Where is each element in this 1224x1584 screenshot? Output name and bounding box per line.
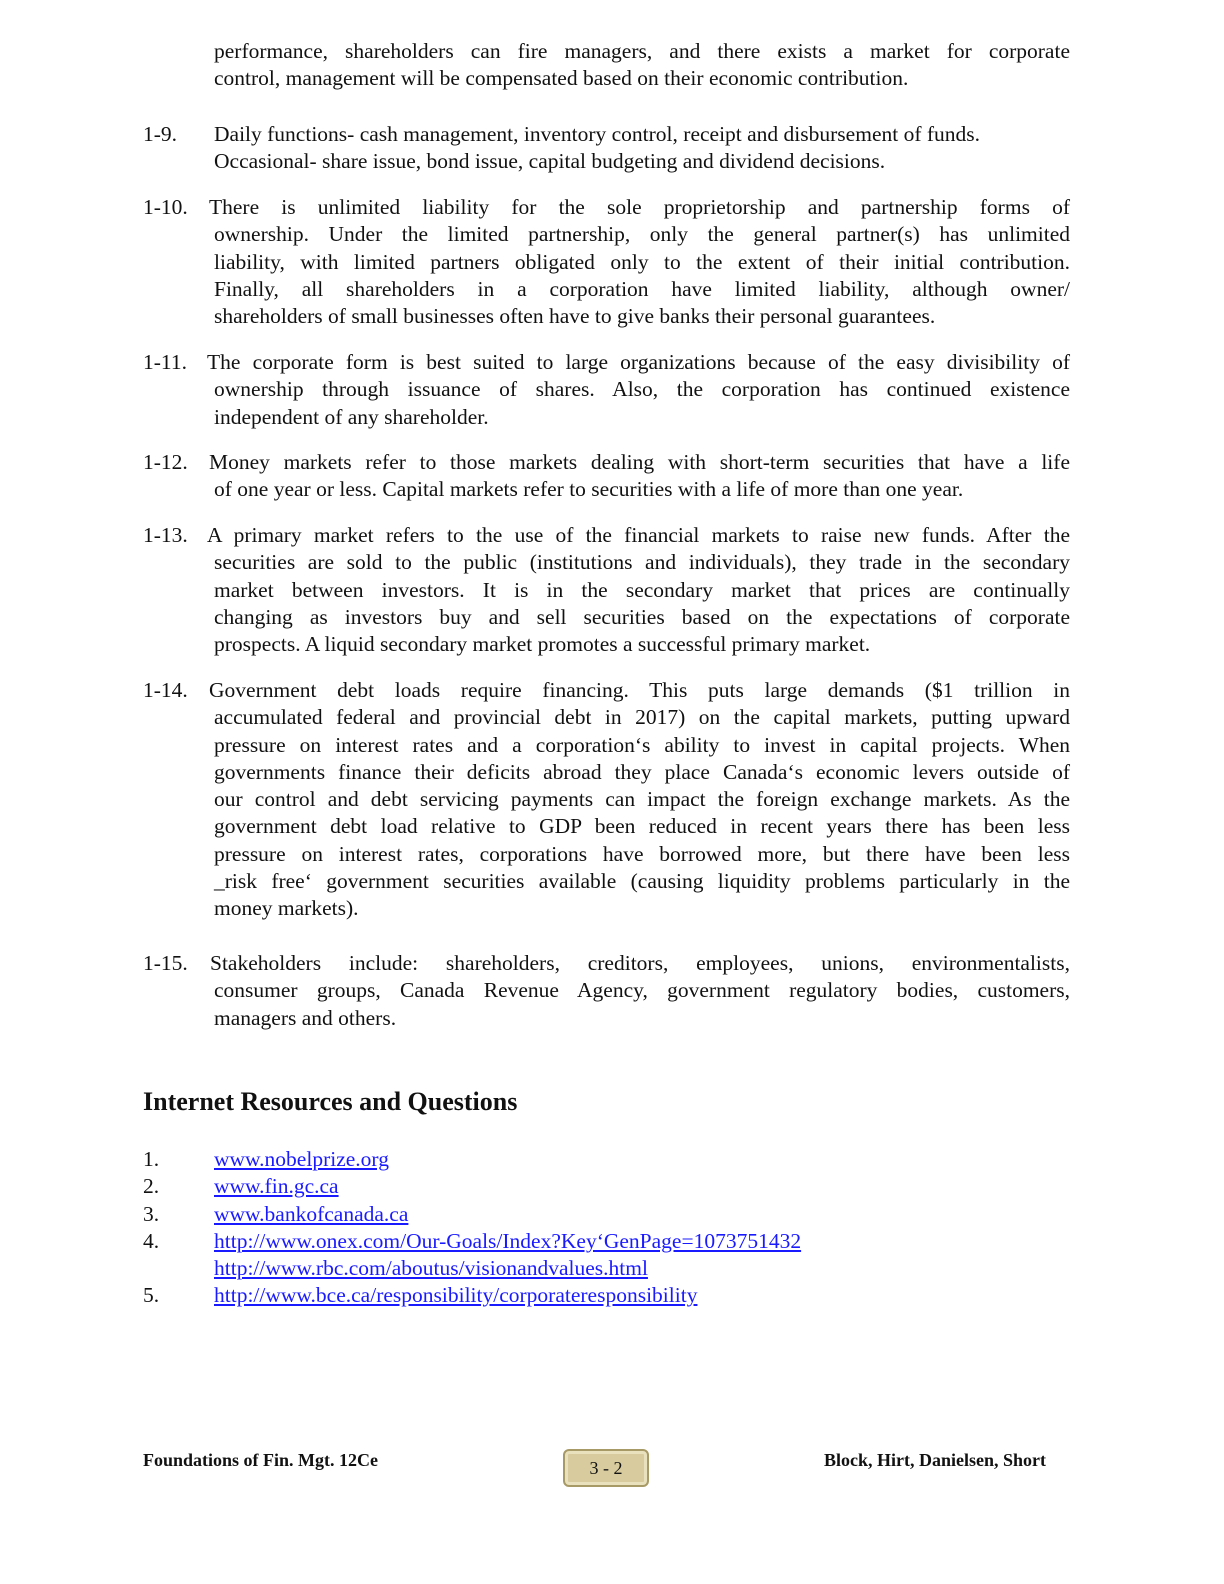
text-line: Occasional- share issue, bond issue, capital budgeting and dividend decisions. [214,149,886,174]
list-number: 5. [143,1283,160,1308]
text-line: market between investors. It is in the secondary market that prices are continually [214,577,1070,602]
answer-1-14 [143,677,1070,923]
answer-number: 1-9. [143,122,178,146]
text-line: Government debt loads require financing. This puts large demands ($1 trillion in [209,678,1070,702]
text-line: independent of any shareholder. [214,404,489,429]
footer-authors: Block, Hirt, Danielsen, Short [824,1450,1047,1470]
resource-link[interactable]: www.bankofcanada.ca [214,1201,409,1226]
text-line: Money markets refer to those markets dealing with short-term securities that have a life [209,450,1070,474]
text-line: of one year or less. Capital markets refer to securities with a life of more than one year. [214,477,964,502]
text-line: managers and others. [214,1005,397,1030]
text-line: money markets). [214,896,359,921]
text-line: _risk free‘ government securities available (causing liquidity problems particularly in the [214,869,1070,894]
answer-number: 1-13. [143,523,188,547]
list-item [143,1255,1043,1282]
answer-1-15 [143,950,1070,1032]
text-line: prospects. A liquid secondary market promotes a successful primary market. [214,632,871,657]
text-line: Stakeholders include: shareholders, creditors, employees, unions, environmentalists, [210,951,1070,975]
list-number: 2. [143,1174,160,1199]
resource-link[interactable]: www.nobelprize.org [214,1147,389,1171]
text-line: A primary market refers to the use of the financial markets to raise new funds. After the [207,523,1070,547]
text-line: shareholders of small businesses often have to give banks their personal guarantees. [214,304,936,329]
resource-link[interactable]: http://www.rbc.com/aboutus/visionandvalues.html [214,1256,648,1281]
text-line: pressure on interest rates, corporations have borrowed more, but there have been less [214,841,1070,866]
text-line: consumer groups, Canada Revenue Agency, government regulatory bodies, customers, [214,978,1070,1003]
text-line: securities are sold to the public (institutions and individuals), they trade in the secondary [214,550,1070,575]
answer-1-11 [143,349,1070,431]
text-line: ownership through issuance of shares. Also, the corporation has continued existence [214,377,1070,402]
list-item [143,1146,1043,1173]
text-line: There is unlimited liability for the sole proprietorship and partnership forms of [209,195,1070,219]
resource-list [143,1146,1043,1310]
resource-link[interactable]: www.fin.gc.ca [214,1174,339,1199]
answer-number: 1-14. [143,678,188,702]
text-line: Daily functions- cash management, inventory control, receipt and disbursement of funds. [214,122,981,146]
list-item [143,1282,1043,1309]
list-item [143,1228,1043,1255]
text-line: Finally, all shareholders in a corporation have limited liability, although owner/ [214,276,1070,301]
text-line: our control and debt servicing payments can impact the foreign exchange markets. As the [214,787,1070,812]
page-number-badge: 3 - 2 [563,1449,649,1487]
footer-book-title: Foundations of Fin. Mgt. 12Ce [143,1450,379,1470]
text-line: accumulated federal and provincial debt in 2017) on the capital markets, putting upward [214,705,1070,730]
text-line: performance, shareholders can fire managers, and there exists a market for corporate [214,39,1070,63]
text-line: pressure on interest rates and a corporation‘s ability to invest in capital projects. When [214,732,1070,757]
text-line: liability, with limited partners obligated only to the extent of their initial contribution. [214,249,1070,274]
text-line: ownership. Under the limited partnership, only the general partner(s) has unlimited [214,222,1070,247]
text-line: government debt load relative to GDP been reduced in recent years there has been less [214,814,1070,839]
resource-link[interactable]: http://www.onex.com/Our-Goals/Index?Key‘GenPage=1073751432 [214,1228,802,1253]
text-line: governments finance their deficits abroad they place Canada‘s economic levers outside of [214,759,1070,784]
answer-number: 1-11. [143,350,187,374]
answer-1-9 [143,121,1070,176]
answer-1-13 [143,522,1070,658]
continuation-paragraph [214,38,1070,93]
text-line: changing as investors buy and sell securities based on the expectations of corporate [214,604,1070,629]
answer-1-10 [143,194,1070,330]
text-line: control, management will be compensated based on their economic contribution. [214,66,909,91]
resource-link[interactable]: http://www.bce.ca/responsibility/corporateresponsibility [214,1283,698,1308]
list-number: 1. [143,1147,160,1171]
list-item [143,1201,1043,1228]
answer-number: 1-10. [143,195,188,219]
list-number: 4. [143,1228,160,1253]
list-item [143,1173,1043,1200]
answer-number: 1-12. [143,450,188,474]
answer-number: 1-15. [143,951,188,975]
list-number: 3. [143,1201,160,1226]
section-heading: Internet Resources and Questions [143,1087,518,1116]
text-line: The corporate form is best suited to large organizations because of the easy divisibility of [207,350,1070,374]
answer-1-12 [143,449,1070,504]
